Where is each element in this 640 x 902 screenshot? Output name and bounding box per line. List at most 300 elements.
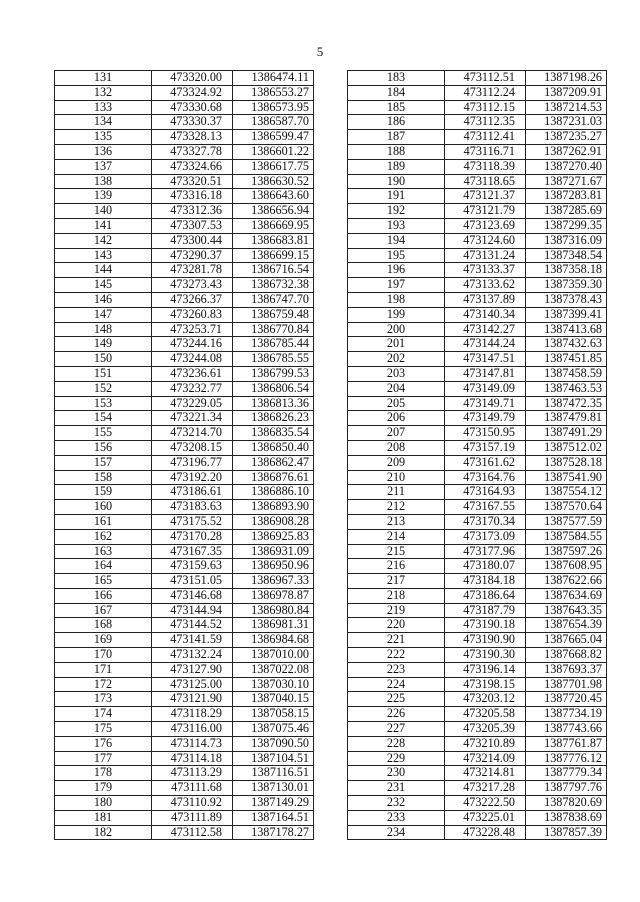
y-coordinate-cell: 1387149.29 [233, 796, 314, 811]
table-row [55, 292, 314, 307]
x-coordinate-cell: 473260.83 [152, 307, 233, 322]
x-coordinate-cell: 473190.30 [445, 648, 526, 663]
y-coordinate-cell: 1387693.37 [526, 662, 607, 677]
point-number-cell: 202 [348, 352, 445, 367]
point-number-cell: 186 [348, 115, 445, 130]
y-coordinate-cell: 1387554.12 [526, 485, 607, 500]
x-coordinate-cell: 473196.14 [445, 662, 526, 677]
y-coordinate-cell: 1387608.95 [526, 559, 607, 574]
x-coordinate-cell: 473111.68 [152, 781, 233, 796]
point-number-cell: 156 [55, 440, 152, 455]
y-coordinate-cell: 1387075.46 [233, 722, 314, 737]
point-number-cell: 133 [55, 100, 152, 115]
y-coordinate-cell: 1387432.63 [526, 337, 607, 352]
point-number-cell: 142 [55, 233, 152, 248]
point-number-cell: 169 [55, 633, 152, 648]
y-coordinate-cell: 1387512.02 [526, 440, 607, 455]
table-row [55, 514, 314, 529]
x-coordinate-cell: 473159.63 [152, 559, 233, 574]
y-coordinate-cell: 1387577.59 [526, 514, 607, 529]
table-row [348, 248, 607, 263]
x-coordinate-cell: 473192.20 [152, 470, 233, 485]
x-coordinate-cell: 473328.13 [152, 130, 233, 145]
table-row [55, 810, 314, 825]
x-coordinate-cell: 473312.36 [152, 204, 233, 219]
point-number-cell: 166 [55, 588, 152, 603]
x-coordinate-cell: 473205.58 [445, 707, 526, 722]
table-row [55, 633, 314, 648]
point-number-cell: 180 [55, 796, 152, 811]
table-row [55, 692, 314, 707]
y-coordinate-cell: 1386835.54 [233, 426, 314, 441]
x-coordinate-cell: 473175.52 [152, 514, 233, 529]
x-coordinate-cell: 473144.52 [152, 618, 233, 633]
point-number-cell: 201 [348, 337, 445, 352]
y-coordinate-cell: 1387528.18 [526, 455, 607, 470]
point-number-cell: 171 [55, 662, 152, 677]
table-row [55, 322, 314, 337]
y-coordinate-cell: 1386886.10 [233, 485, 314, 500]
x-coordinate-cell: 473221.34 [152, 411, 233, 426]
x-coordinate-cell: 473228.48 [445, 825, 526, 840]
x-coordinate-cell: 473112.24 [445, 85, 526, 100]
x-coordinate-cell: 473186.61 [152, 485, 233, 500]
table-row [55, 144, 314, 159]
y-coordinate-cell: 1386601.22 [233, 144, 314, 159]
point-number-cell: 213 [348, 514, 445, 529]
y-coordinate-cell: 1387634.69 [526, 588, 607, 603]
y-coordinate-cell: 1387654.39 [526, 618, 607, 633]
x-coordinate-cell: 473198.15 [445, 677, 526, 692]
y-coordinate-cell: 1386925.83 [233, 529, 314, 544]
y-coordinate-cell: 1386573.95 [233, 100, 314, 115]
y-coordinate-cell: 1387271.67 [526, 174, 607, 189]
x-coordinate-cell: 473190.18 [445, 618, 526, 633]
point-number-cell: 220 [348, 618, 445, 633]
point-number-cell: 208 [348, 440, 445, 455]
point-number-cell: 181 [55, 810, 152, 825]
table-row [348, 278, 607, 293]
x-coordinate-cell: 473244.16 [152, 337, 233, 352]
point-number-cell: 192 [348, 204, 445, 219]
y-coordinate-cell: 1387299.35 [526, 218, 607, 233]
table-row [348, 618, 607, 633]
x-coordinate-cell: 473232.77 [152, 381, 233, 396]
table-row [55, 588, 314, 603]
y-coordinate-cell: 1387472.35 [526, 396, 607, 411]
y-coordinate-cell: 1387116.51 [233, 766, 314, 781]
table-row [348, 85, 607, 100]
point-number-cell: 146 [55, 292, 152, 307]
x-coordinate-cell: 473146.68 [152, 588, 233, 603]
point-number-cell: 149 [55, 337, 152, 352]
y-coordinate-cell: 1387030.10 [233, 677, 314, 692]
table-row [348, 544, 607, 559]
x-coordinate-cell: 473327.78 [152, 144, 233, 159]
x-coordinate-cell: 473273.43 [152, 278, 233, 293]
x-coordinate-cell: 473217.28 [445, 781, 526, 796]
x-coordinate-cell: 473149.09 [445, 381, 526, 396]
point-number-cell: 175 [55, 722, 152, 737]
point-number-cell: 197 [348, 278, 445, 293]
table-row [348, 825, 607, 840]
point-number-cell: 148 [55, 322, 152, 337]
y-coordinate-cell: 1386967.33 [233, 574, 314, 589]
y-coordinate-cell: 1386908.28 [233, 514, 314, 529]
point-number-cell: 209 [348, 455, 445, 470]
table-row [55, 278, 314, 293]
point-number-cell: 193 [348, 218, 445, 233]
y-coordinate-cell: 1387399.41 [526, 307, 607, 322]
y-coordinate-cell: 1387316.09 [526, 233, 607, 248]
point-number-cell: 200 [348, 322, 445, 337]
y-coordinate-cell: 1386799.53 [233, 366, 314, 381]
point-number-cell: 205 [348, 396, 445, 411]
point-number-cell: 215 [348, 544, 445, 559]
point-number-cell: 196 [348, 263, 445, 278]
x-coordinate-cell: 473214.81 [445, 766, 526, 781]
y-coordinate-cell: 1387413.68 [526, 322, 607, 337]
x-coordinate-cell: 473330.68 [152, 100, 233, 115]
y-coordinate-cell: 1386630.52 [233, 174, 314, 189]
table-row [55, 396, 314, 411]
y-coordinate-cell: 1387597.26 [526, 544, 607, 559]
x-coordinate-cell: 473320.00 [152, 71, 233, 86]
x-coordinate-cell: 473324.92 [152, 85, 233, 100]
y-coordinate-cell: 1386643.60 [233, 189, 314, 204]
point-number-cell: 159 [55, 485, 152, 500]
y-coordinate-cell: 1386813.36 [233, 396, 314, 411]
x-coordinate-cell: 473170.28 [152, 529, 233, 544]
x-coordinate-cell: 473110.92 [152, 796, 233, 811]
y-coordinate-cell: 1386699.15 [233, 248, 314, 263]
y-coordinate-cell: 1387734.19 [526, 707, 607, 722]
x-coordinate-cell: 473196.77 [152, 455, 233, 470]
y-coordinate-cell: 1386683.81 [233, 233, 314, 248]
table-row [55, 307, 314, 322]
point-number-cell: 182 [55, 825, 152, 840]
point-number-cell: 189 [348, 159, 445, 174]
table-row [55, 722, 314, 737]
x-coordinate-cell: 473141.59 [152, 633, 233, 648]
x-coordinate-cell: 473144.94 [152, 603, 233, 618]
x-coordinate-cell: 473208.15 [152, 440, 233, 455]
table-row [348, 500, 607, 515]
y-coordinate-cell: 1387491.29 [526, 426, 607, 441]
table-row [348, 514, 607, 529]
table-row [55, 440, 314, 455]
x-coordinate-cell: 473133.62 [445, 278, 526, 293]
y-coordinate-cell: 1387040.15 [233, 692, 314, 707]
table-row [348, 692, 607, 707]
y-coordinate-cell: 1387209.91 [526, 85, 607, 100]
point-number-cell: 204 [348, 381, 445, 396]
y-coordinate-cell: 1387643.35 [526, 603, 607, 618]
table-row [348, 470, 607, 485]
table-row [55, 411, 314, 426]
table-row [348, 707, 607, 722]
y-coordinate-cell: 1387668.82 [526, 648, 607, 663]
table-row [55, 159, 314, 174]
x-coordinate-cell: 473330.37 [152, 115, 233, 130]
y-coordinate-cell: 1386862.47 [233, 455, 314, 470]
y-coordinate-cell: 1387358.18 [526, 263, 607, 278]
table-row [348, 411, 607, 426]
x-coordinate-cell: 473150.95 [445, 426, 526, 441]
x-coordinate-cell: 473167.35 [152, 544, 233, 559]
point-number-cell: 140 [55, 204, 152, 219]
x-coordinate-cell: 473124.60 [445, 233, 526, 248]
point-number-cell: 179 [55, 781, 152, 796]
table-row [348, 307, 607, 322]
table-body-left [55, 71, 314, 840]
y-coordinate-cell: 1387570.64 [526, 500, 607, 515]
table-row [348, 633, 607, 648]
table-row [55, 204, 314, 219]
point-number-cell: 211 [348, 485, 445, 500]
y-coordinate-cell: 1387130.01 [233, 781, 314, 796]
point-number-cell: 174 [55, 707, 152, 722]
x-coordinate-cell: 473149.71 [445, 396, 526, 411]
y-coordinate-cell: 1387451.85 [526, 352, 607, 367]
table-row [348, 204, 607, 219]
x-coordinate-cell: 473116.00 [152, 722, 233, 737]
x-coordinate-cell: 473149.79 [445, 411, 526, 426]
x-coordinate-cell: 473147.81 [445, 366, 526, 381]
y-coordinate-cell: 1386587.70 [233, 115, 314, 130]
y-coordinate-cell: 1387743.66 [526, 722, 607, 737]
table-row [348, 603, 607, 618]
point-number-cell: 224 [348, 677, 445, 692]
y-coordinate-cell: 1387820.69 [526, 796, 607, 811]
table-row [348, 71, 607, 86]
table-row [55, 455, 314, 470]
x-coordinate-cell: 473140.34 [445, 307, 526, 322]
y-coordinate-cell: 1387622.66 [526, 574, 607, 589]
point-number-cell: 165 [55, 574, 152, 589]
table-row [55, 470, 314, 485]
point-number-cell: 178 [55, 766, 152, 781]
point-number-cell: 230 [348, 766, 445, 781]
point-number-cell: 199 [348, 307, 445, 322]
x-coordinate-cell: 473137.89 [445, 292, 526, 307]
table-row [55, 71, 314, 86]
coordinate-table-left [54, 70, 314, 840]
y-coordinate-cell: 1386669.95 [233, 218, 314, 233]
x-coordinate-cell: 473161.62 [445, 455, 526, 470]
table-row [55, 263, 314, 278]
x-coordinate-cell: 473173.09 [445, 529, 526, 544]
table-row [55, 781, 314, 796]
y-coordinate-cell: 1386950.96 [233, 559, 314, 574]
table-row [55, 233, 314, 248]
x-coordinate-cell: 473222.50 [445, 796, 526, 811]
table-row [55, 115, 314, 130]
y-coordinate-cell: 1386716.54 [233, 263, 314, 278]
table-row [55, 500, 314, 515]
table-row [55, 574, 314, 589]
y-coordinate-cell: 1387022.08 [233, 662, 314, 677]
x-coordinate-cell: 473225.01 [445, 810, 526, 825]
table-row [55, 337, 314, 352]
x-coordinate-cell: 473167.55 [445, 500, 526, 515]
table-row [348, 322, 607, 337]
point-number-cell: 223 [348, 662, 445, 677]
y-coordinate-cell: 1387090.50 [233, 736, 314, 751]
table-row [55, 366, 314, 381]
x-coordinate-cell: 473111.89 [152, 810, 233, 825]
table-row [55, 751, 314, 766]
y-coordinate-cell: 1387270.40 [526, 159, 607, 174]
y-coordinate-cell: 1387262.91 [526, 144, 607, 159]
y-coordinate-cell: 1386806.54 [233, 381, 314, 396]
x-coordinate-cell: 473123.69 [445, 218, 526, 233]
x-coordinate-cell: 473244.08 [152, 352, 233, 367]
point-number-cell: 168 [55, 618, 152, 633]
y-coordinate-cell: 1387359.30 [526, 278, 607, 293]
point-number-cell: 164 [55, 559, 152, 574]
x-coordinate-cell: 473164.93 [445, 485, 526, 500]
point-number-cell: 218 [348, 588, 445, 603]
table-row [348, 588, 607, 603]
point-number-cell: 160 [55, 500, 152, 515]
point-number-cell: 139 [55, 189, 152, 204]
y-coordinate-cell: 1387198.26 [526, 71, 607, 86]
point-number-cell: 147 [55, 307, 152, 322]
x-coordinate-cell: 473114.73 [152, 736, 233, 751]
y-coordinate-cell: 1386981.31 [233, 618, 314, 633]
table-row [348, 100, 607, 115]
x-coordinate-cell: 473316.18 [152, 189, 233, 204]
x-coordinate-cell: 473180.07 [445, 559, 526, 574]
y-coordinate-cell: 1386759.48 [233, 307, 314, 322]
table-row [348, 263, 607, 278]
point-number-cell: 214 [348, 529, 445, 544]
table-row [55, 648, 314, 663]
point-number-cell: 136 [55, 144, 152, 159]
point-number-cell: 158 [55, 470, 152, 485]
x-coordinate-cell: 473184.18 [445, 574, 526, 589]
point-number-cell: 132 [55, 85, 152, 100]
point-number-cell: 217 [348, 574, 445, 589]
y-coordinate-cell: 1387164.51 [233, 810, 314, 825]
point-number-cell: 155 [55, 426, 152, 441]
y-coordinate-cell: 1387214.53 [526, 100, 607, 115]
table-row [55, 677, 314, 692]
point-number-cell: 131 [55, 71, 152, 86]
y-coordinate-cell: 1387285.69 [526, 204, 607, 219]
table-row [348, 174, 607, 189]
y-coordinate-cell: 1387283.81 [526, 189, 607, 204]
point-number-cell: 222 [348, 648, 445, 663]
x-coordinate-cell: 473300.44 [152, 233, 233, 248]
x-coordinate-cell: 473190.90 [445, 633, 526, 648]
x-coordinate-cell: 473187.79 [445, 603, 526, 618]
point-number-cell: 176 [55, 736, 152, 751]
table-body-right [348, 71, 607, 840]
point-number-cell: 203 [348, 366, 445, 381]
x-coordinate-cell: 473320.51 [152, 174, 233, 189]
y-coordinate-cell: 1386732.38 [233, 278, 314, 293]
x-coordinate-cell: 473170.34 [445, 514, 526, 529]
y-coordinate-cell: 1386747.70 [233, 292, 314, 307]
y-coordinate-cell: 1387458.59 [526, 366, 607, 381]
table-row [348, 130, 607, 145]
x-coordinate-cell: 473151.05 [152, 574, 233, 589]
point-number-cell: 157 [55, 455, 152, 470]
table-row [348, 722, 607, 737]
x-coordinate-cell: 473253.71 [152, 322, 233, 337]
table-row [348, 781, 607, 796]
y-coordinate-cell: 1386599.47 [233, 130, 314, 145]
table-row [55, 189, 314, 204]
point-number-cell: 233 [348, 810, 445, 825]
x-coordinate-cell: 473118.29 [152, 707, 233, 722]
x-coordinate-cell: 473177.96 [445, 544, 526, 559]
y-coordinate-cell: 1387541.90 [526, 470, 607, 485]
x-coordinate-cell: 473236.61 [152, 366, 233, 381]
y-coordinate-cell: 1386656.94 [233, 204, 314, 219]
point-number-cell: 234 [348, 825, 445, 840]
point-number-cell: 226 [348, 707, 445, 722]
x-coordinate-cell: 473116.71 [445, 144, 526, 159]
point-number-cell: 232 [348, 796, 445, 811]
point-number-cell: 212 [348, 500, 445, 515]
table-row [348, 218, 607, 233]
y-coordinate-cell: 1387779.34 [526, 766, 607, 781]
y-coordinate-cell: 1387761.87 [526, 736, 607, 751]
x-coordinate-cell: 473121.90 [152, 692, 233, 707]
point-number-cell: 134 [55, 115, 152, 130]
y-coordinate-cell: 1387584.55 [526, 529, 607, 544]
table-row [55, 796, 314, 811]
point-number-cell: 231 [348, 781, 445, 796]
y-coordinate-cell: 1387838.69 [526, 810, 607, 825]
table-row [55, 662, 314, 677]
table-row [348, 233, 607, 248]
table-row [348, 485, 607, 500]
table-row [55, 218, 314, 233]
x-coordinate-cell: 473133.37 [445, 263, 526, 278]
table-row [55, 100, 314, 115]
table-row [348, 648, 607, 663]
point-number-cell: 162 [55, 529, 152, 544]
table-row [348, 440, 607, 455]
point-number-cell: 183 [348, 71, 445, 86]
table-row [348, 144, 607, 159]
point-number-cell: 172 [55, 677, 152, 692]
table-row [348, 559, 607, 574]
point-number-cell: 219 [348, 603, 445, 618]
table-row [348, 381, 607, 396]
table-row [55, 85, 314, 100]
page-number: 5 [316, 44, 324, 59]
table-row [348, 159, 607, 174]
table-row [55, 825, 314, 840]
table-row [348, 426, 607, 441]
y-coordinate-cell: 1387776.12 [526, 751, 607, 766]
x-coordinate-cell: 473205.39 [445, 722, 526, 737]
table-row [348, 677, 607, 692]
x-coordinate-cell: 473112.41 [445, 130, 526, 145]
table-row [55, 529, 314, 544]
point-number-cell: 190 [348, 174, 445, 189]
point-number-cell: 144 [55, 263, 152, 278]
table-row [348, 810, 607, 825]
y-coordinate-cell: 1386931.09 [233, 544, 314, 559]
table-row [55, 544, 314, 559]
table-row [55, 352, 314, 367]
